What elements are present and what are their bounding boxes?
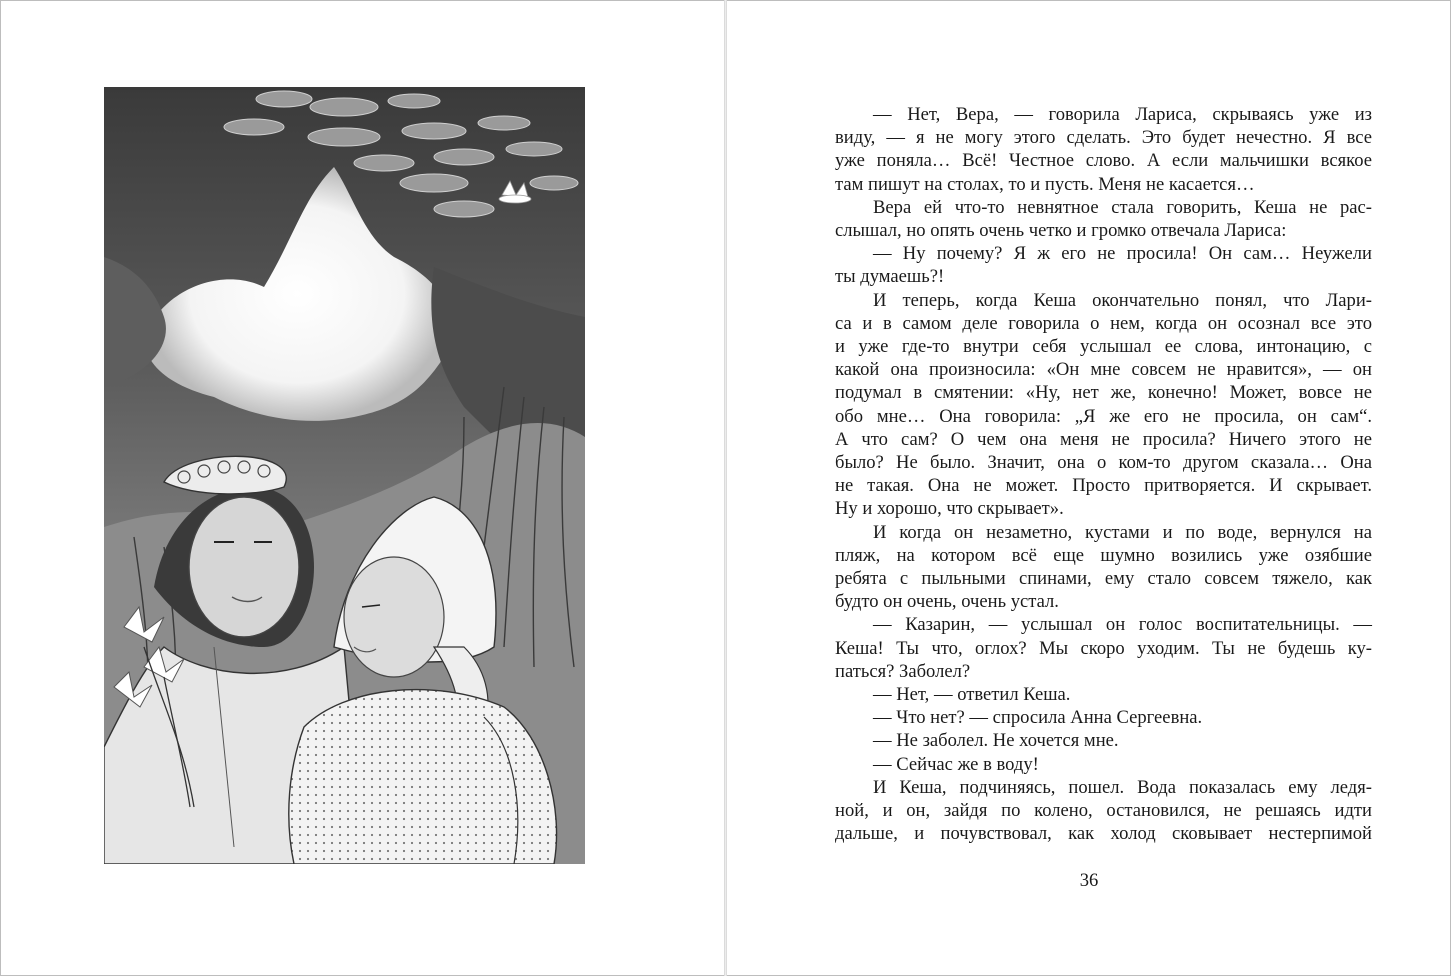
text-line: са и в самом деле говорила о нем, когда он осознал все это bbox=[835, 312, 1372, 334]
text-line: там пишут на столах, то и пусть. Меня не касается… bbox=[835, 173, 1255, 195]
text-line: не такая. Она не может. Просто притворяется. И скрывает. bbox=[835, 475, 1372, 497]
illustration-boy-and-girl bbox=[104, 87, 585, 864]
text-line: И теперь, когда Кеша окончательно понял, что Лари- bbox=[873, 289, 1372, 311]
text-line: ты думаешь?! bbox=[835, 266, 945, 288]
text-line: И Кеша, подчиняясь, пошел. Вода показалась ему ледя- bbox=[873, 776, 1372, 798]
text-line: И когда он незаметно, кустами и по воде, вернулся на bbox=[873, 521, 1372, 543]
text-line: подумал в смятении: «Ну, нет же, конечно! Может, вовсе не bbox=[835, 382, 1372, 404]
text-line: — Ну почему? Я ж его не просила! Он сам… Неужели bbox=[873, 243, 1372, 265]
text-line: будто он очень, очень устал. bbox=[835, 591, 1059, 613]
text-line: дальше, и почувствовал, как холод сковывает нестерпимой bbox=[835, 823, 1372, 845]
right-page bbox=[727, 0, 1451, 976]
text-line: обо мне… Она говорила: „Я же его не просила, он сам“. bbox=[835, 405, 1372, 427]
text-line: виду, — я не могу этого сделать. Это будет нечестно. Я все bbox=[835, 127, 1372, 149]
text-line: ной, и он, зайдя по колено, остановился, не решаясь идти bbox=[835, 800, 1372, 822]
text-line: — Не заболел. Не хочется мне. bbox=[873, 730, 1119, 752]
left-page bbox=[0, 0, 725, 976]
text-line: пляж, на котором всё еще шумно возились уже озябшие bbox=[835, 544, 1372, 566]
page-number: 36 bbox=[1079, 870, 1099, 891]
text-line: какой она произносила: «Он мне совсем не нравится», — он bbox=[835, 359, 1372, 381]
text-line: паться? Заболел? bbox=[835, 660, 971, 682]
text-line: слышал, но опять очень четко и громко отвечала Лариса: bbox=[835, 220, 1287, 242]
text-line: Вера ей что-то невнятное стала говорить, Кеша не рас- bbox=[873, 196, 1372, 218]
text-line: было? Не было. Значит, она о ком-то другом сказала… Она bbox=[835, 452, 1372, 474]
text-line: — Казарин, — услышал он голос воспитательницы. — bbox=[873, 614, 1372, 636]
text-line: — Сейчас же в воду! bbox=[873, 753, 1039, 775]
body-text bbox=[835, 103, 1372, 846]
text-line: Кеша! Ты что, оглох? Мы скоро уходим. Ты не будешь ку- bbox=[835, 637, 1372, 659]
illustration-drawing bbox=[104, 87, 585, 864]
text-line: уже поняла… Всё! Честное слово. А если мальчишки всякое bbox=[835, 150, 1372, 172]
text-line: — Нет, Вера, — говорила Лариса, скрываясь уже из bbox=[873, 104, 1372, 125]
text-line: Ну и хорошо, что скрывает». bbox=[835, 498, 1064, 520]
text-line: — Нет, — ответил Кеша. bbox=[873, 684, 1071, 706]
text-line: и уже где-то внутри себя услышал ее слова, интонацию, с bbox=[835, 336, 1372, 358]
text-line: — Что нет? — спросила Анна Сергеевна. bbox=[873, 707, 1203, 729]
text-line: ребята с пыльными спинами, ему стало совсем тяжело, как bbox=[835, 568, 1372, 590]
text-line: А что сам? О чем она меня не просила? Ничего этого не bbox=[835, 428, 1372, 450]
